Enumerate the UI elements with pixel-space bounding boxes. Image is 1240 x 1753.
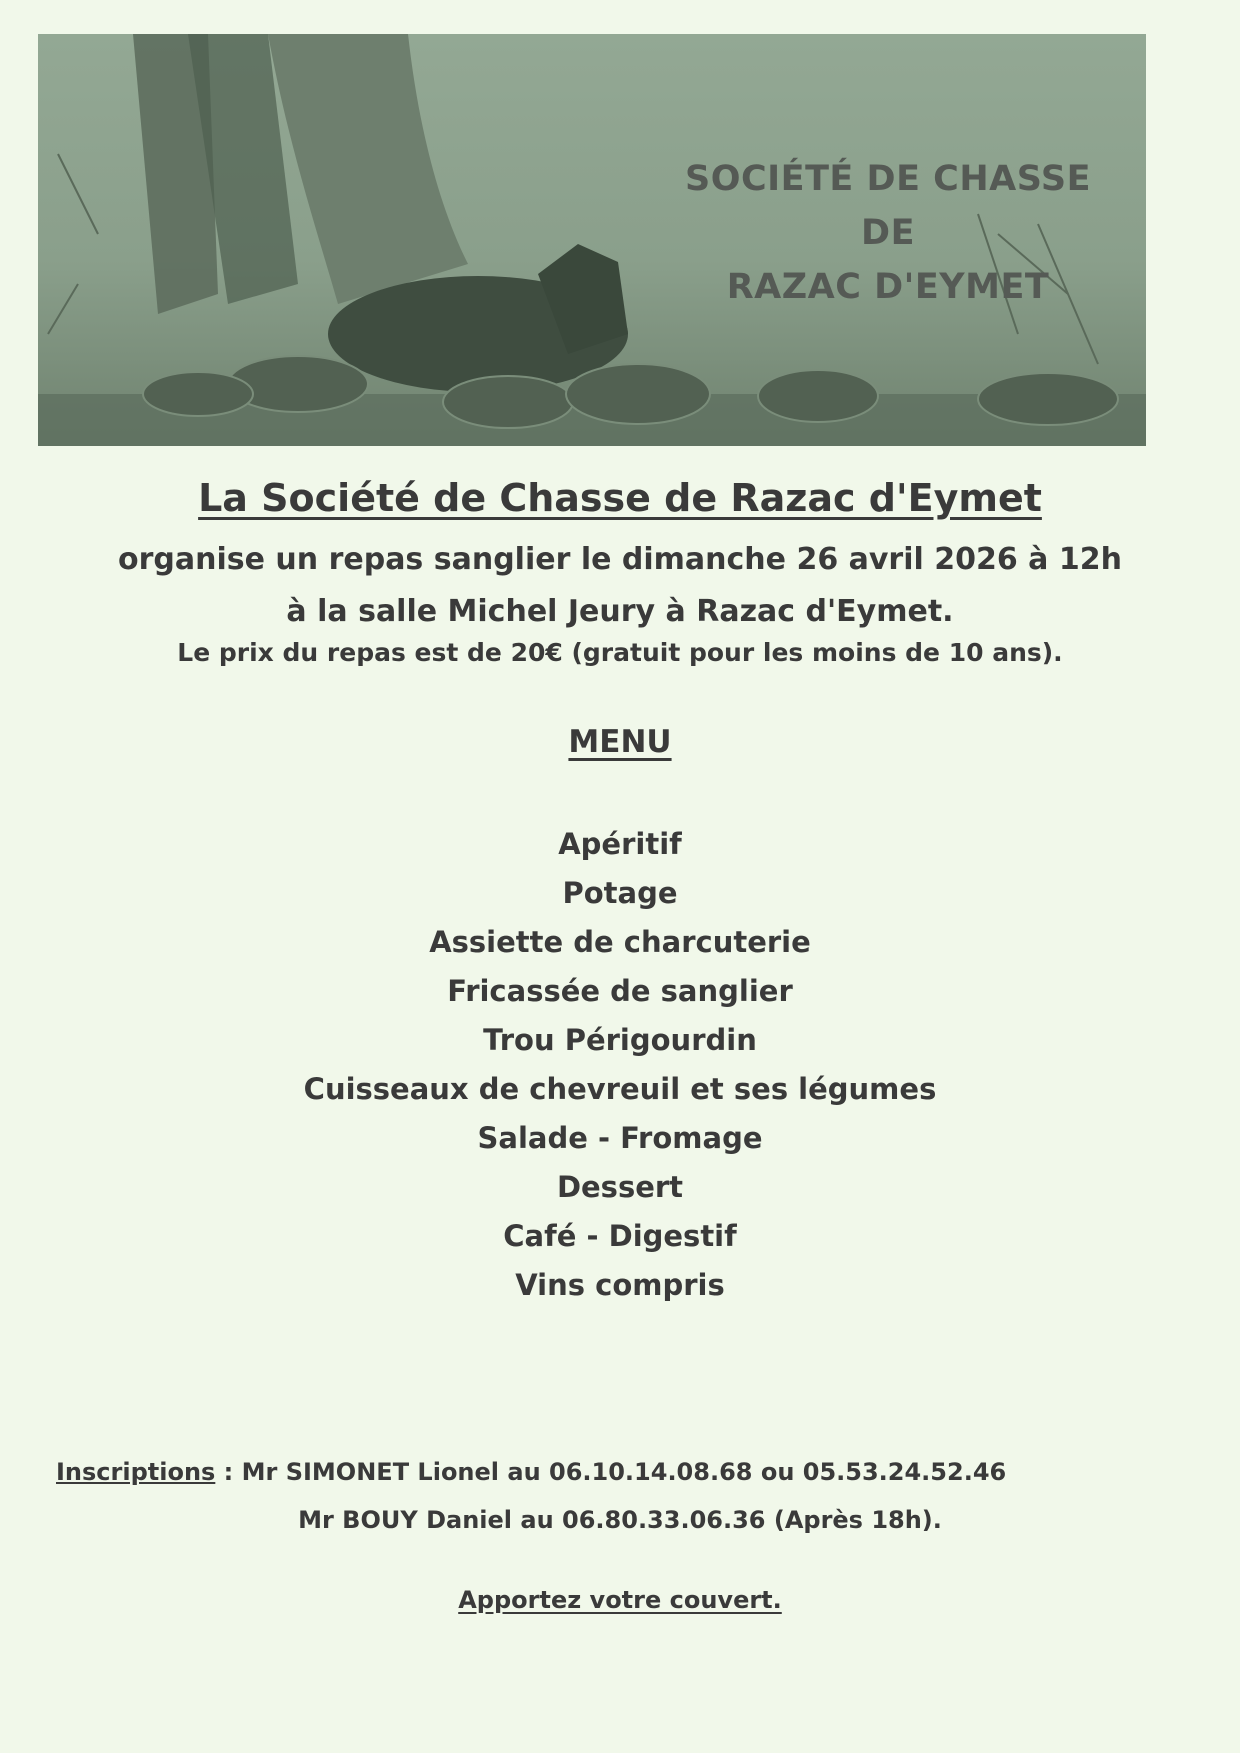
intro-line-3: Le prix du repas est de 20€ (gratuit pour les moins de 10 ans).: [177, 638, 1063, 667]
menu-item: Cuisseaux de chevreuil et ses légumes: [303, 1072, 937, 1106]
inscriptions-contact-2: Mr BOUY Daniel au 06.80.33.06.36 (Après 18h).: [298, 1506, 942, 1534]
inscriptions-line-1: [56, 1458, 1006, 1486]
banner-title: [618, 152, 1146, 314]
page-title: [0, 476, 1240, 520]
menu-item: Salade - Fromage: [477, 1121, 763, 1155]
menu-heading: [0, 724, 1240, 760]
menu-item: Fricassée de sanglier: [447, 974, 793, 1008]
banner-title-line1: SOCIÉTÉ DE CHASSE: [684, 159, 1091, 199]
menu-item: Trou Périgourdin: [483, 1023, 757, 1057]
menu-item: Dessert: [556, 1170, 684, 1204]
menu-list: [0, 820, 1240, 1310]
footer-note-text: Apportez votre couvert.: [458, 1586, 782, 1614]
menu-item: Café - Digestif: [503, 1219, 737, 1253]
menu-item: Vins compris: [515, 1268, 725, 1302]
intro-line-2: à la salle Michel Jeury à Razac d'Eymet.: [286, 594, 954, 629]
menu-item: Potage: [562, 876, 678, 910]
banner-title-line3: RAZAC D'EYMET: [726, 267, 1050, 307]
banner-title-line2: DE: [861, 213, 915, 253]
page-title-text: La Société de Chasse de Razac d'Eymet: [198, 476, 1042, 520]
intro-line-1: organise un repas sanglier le dimanche 26 avril 2026 à 12h: [118, 542, 1122, 577]
inscriptions-label: Inscriptions: [56, 1458, 216, 1486]
menu-item: Assiette de charcuterie: [429, 925, 811, 959]
menu-item: Apéritif: [558, 827, 682, 861]
inscriptions-contact-1: : Mr SIMONET Lionel au 06.10.14.08.68 ou 05.53.24.52.46: [215, 1458, 1007, 1486]
footer-note: [0, 1586, 1240, 1614]
menu-heading-text: MENU: [568, 724, 672, 760]
banner-photo: [38, 34, 1146, 446]
